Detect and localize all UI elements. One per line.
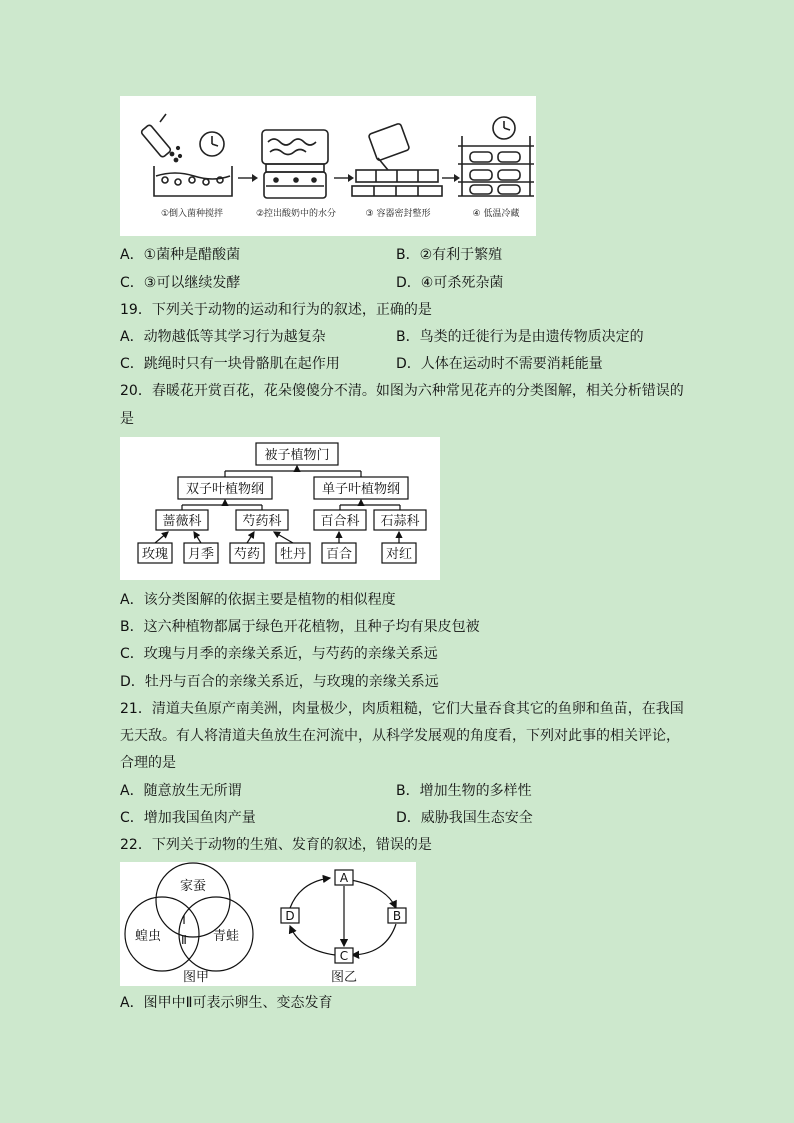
tree-species-label-1: 玫瑰: [141, 547, 169, 562]
q21-stem-line3: 合理的是: [120, 755, 176, 771]
step2-caption: ②控出酸奶中的水分: [255, 209, 337, 219]
q21-option-d: D．威胁我国生态安全: [396, 810, 533, 826]
step1-illustration: [140, 114, 232, 196]
classification-tree-figure: [120, 437, 440, 580]
q20-option-d: D．牡丹与百合的亲缘关系近，与玫瑰的亲缘关系远: [120, 674, 439, 690]
cycle-label-a: A: [339, 871, 349, 885]
cycle-label-d: D: [285, 909, 295, 923]
q19-stem: 19．下列关于动物的运动和行为的叙述，正确的是: [120, 302, 432, 318]
q21-option-a: A．随意放生无所谓: [120, 783, 242, 799]
venn-mark-1: Ⅰ: [182, 913, 186, 927]
q21-option-b: B．增加生物的多样性: [396, 783, 532, 799]
tree-species-label-2: 月季: [187, 547, 215, 562]
tree-monocot-label: 单子叶植物纲: [321, 482, 401, 497]
q22-option-a: A．图甲中Ⅱ可表示卵生、变态发育: [120, 995, 333, 1011]
venn-label-top: 家蚕: [179, 879, 207, 894]
step4-caption: ④ 低温冷藏: [472, 209, 520, 219]
step3-caption: ③ 容器密封整形: [365, 209, 431, 219]
cycle-label-b: B: [392, 909, 402, 923]
step4-illustration: [458, 117, 534, 196]
venn-mark-2: Ⅱ: [181, 933, 187, 947]
tree-species-label-5: 百合: [325, 547, 353, 562]
cycle-caption: 图乙: [330, 970, 358, 985]
q21-stem-line1: 21．清道夫鱼原产南美洲，肉量极少，肉质粗糙，它们大量吞食其它的鱼卵和鱼苗，在我国: [120, 701, 684, 717]
tree-family-label-3: 百合科: [320, 514, 360, 529]
q19-option-d: D．人体在运动时不需要消耗能量: [396, 356, 603, 372]
q18-option-b: B．②有利于繁殖: [396, 247, 503, 263]
tree-family-label-1: 蔷薇科: [162, 514, 202, 529]
step3-illustration: [352, 123, 442, 196]
tree-root-label: 被子植物门: [264, 448, 330, 463]
q18-option-c: C．③可以继续发酵: [120, 275, 241, 291]
venn-label-left: 蝗虫: [134, 929, 162, 944]
cycle-label-c: C: [339, 949, 349, 963]
venn-circle-top: [156, 863, 230, 937]
tree-family-label-2: 芍药科: [242, 514, 282, 529]
q19-option-b: B．鸟类的迁徙行为是由遗传物质决定的: [396, 329, 644, 345]
q21-stem-line2: 无天敌。有人将清道夫鱼放生在河流中，从科学发展观的角度看，下列对此事的相关评论，: [120, 728, 680, 744]
tree-family-label-4: 石蒜科: [380, 514, 420, 529]
q20-stem-line2: 是: [120, 411, 134, 427]
q18-option-d: D．④可杀死杂菌: [396, 275, 504, 291]
step2-illustration: [262, 130, 328, 198]
q20-option-c: C．玫瑰与月季的亲缘关系近，与芍药的亲缘关系远: [120, 646, 438, 662]
q21-option-c: C．增加我国鱼肉产量: [120, 810, 256, 826]
venn-label-right: 青蛙: [212, 929, 240, 944]
tree-species-label-6: 对红: [385, 547, 413, 562]
q20-option-a: A．该分类图解的依据主要是植物的相似程度: [120, 592, 396, 608]
q20-option-b: B．这六种植物都属于绿色开花植物，且种子均有果皮包被: [120, 619, 480, 635]
yogurt-process-figure: [120, 96, 536, 236]
q20-stem-line1: 20．春暖花开赏百花，花朵傻傻分不清。如图为六种常见花卉的分类图解，相关分析错误的: [120, 383, 684, 399]
tree-dicot-label: 双子叶植物纲: [185, 482, 265, 497]
q18-option-a: A．①菌种是醋酸菌: [120, 247, 241, 263]
q19-option-a: A．动物越低等其学习行为越复杂: [120, 329, 326, 345]
q22-figure: [120, 862, 416, 986]
q22-stem: 22．下列关于动物的生殖、发育的叙述，错误的是: [120, 837, 432, 853]
tree-species-label-3: 芍药: [233, 547, 261, 562]
q19-option-c: C．跳绳时只有一块骨骼肌在起作用: [120, 356, 340, 372]
tree-species-label-4: 牡丹: [279, 547, 307, 562]
venn-caption: 图甲: [182, 970, 210, 985]
step1-caption: ①倒入菌种搅拌: [160, 209, 224, 219]
